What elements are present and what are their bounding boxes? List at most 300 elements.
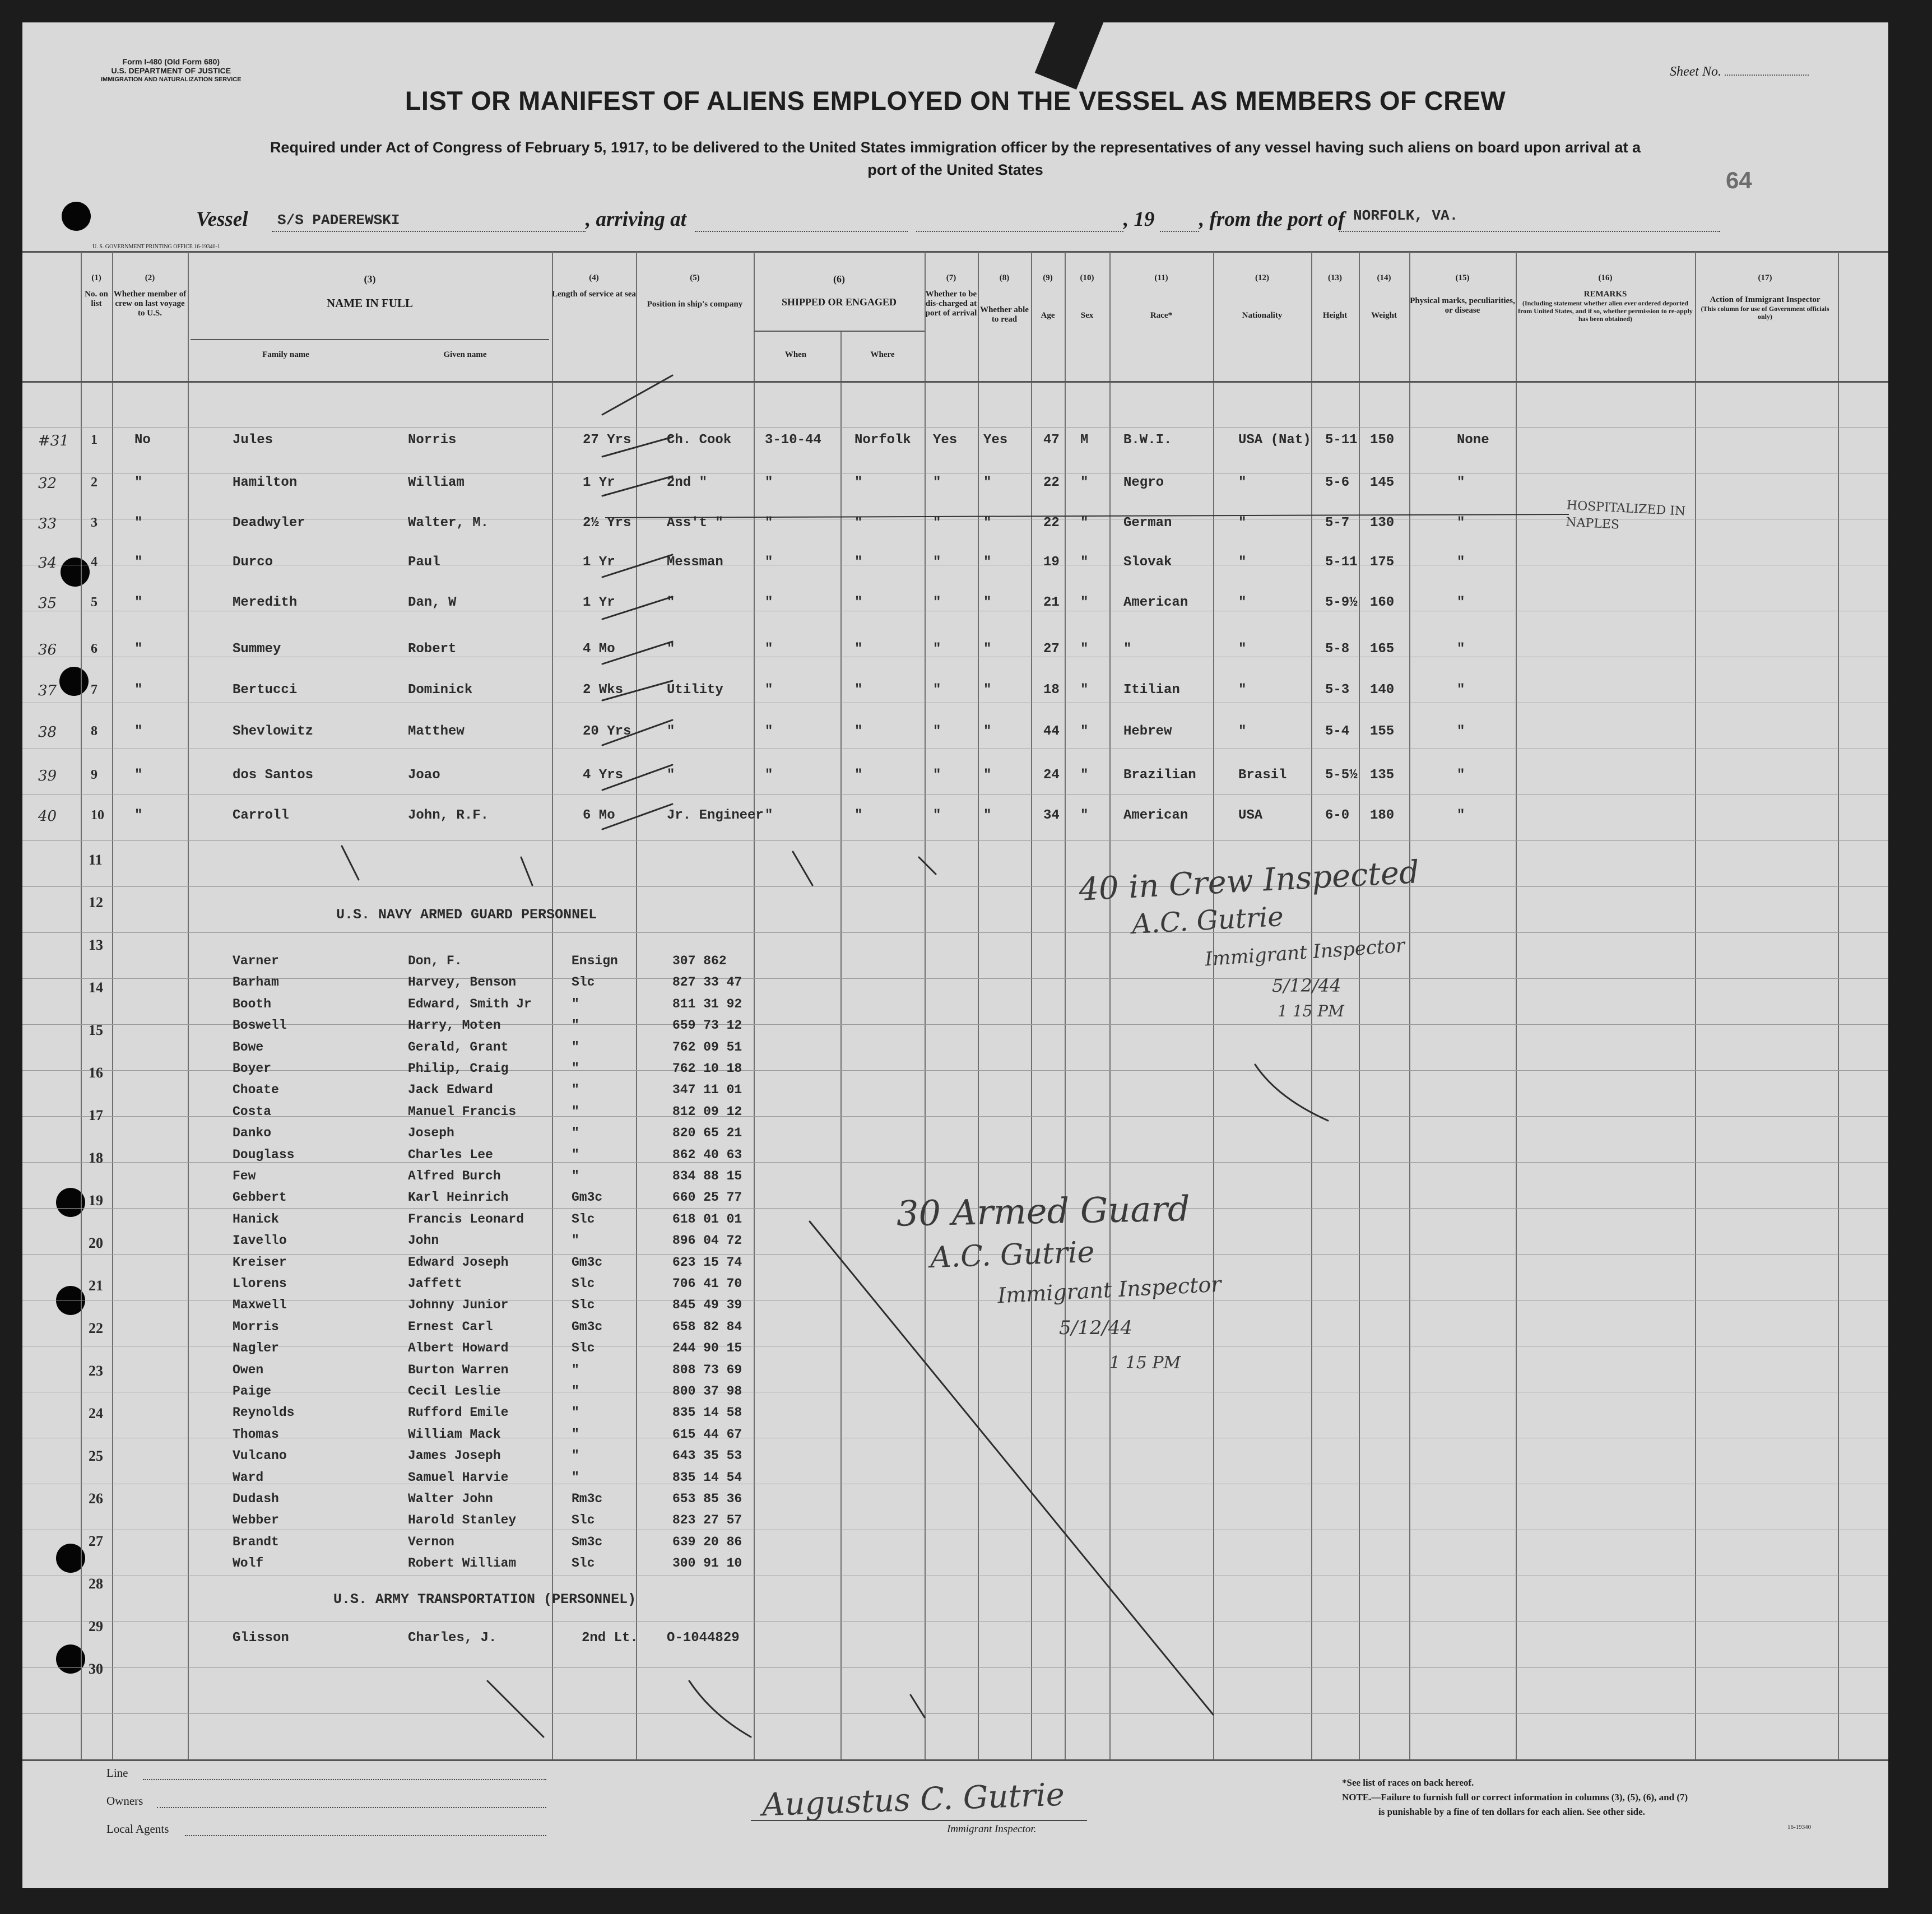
line-number: 18	[89, 1150, 103, 1166]
header-col-3: (3) NAME IN FULL	[326, 273, 413, 310]
navy-service-number: 623 15 74	[672, 1255, 742, 1270]
nationality: "	[1238, 724, 1247, 739]
height: 5-11	[1325, 555, 1358, 570]
line-number: 17	[89, 1107, 103, 1123]
guard-inspector-title: Immigrant Inspector	[997, 1271, 1222, 1308]
sex: "	[1080, 682, 1089, 698]
given-name: Robert	[408, 642, 457, 657]
line-number: 26	[89, 1490, 103, 1507]
page-title: LIST OR MANIFEST OF ALIENS EMPLOYED ON THE VESSEL AS MEMBERS OF CREW	[405, 86, 1506, 115]
given-name: Joao	[408, 768, 440, 783]
navy-given-name: Vernon	[408, 1535, 454, 1549]
age: 47	[1043, 433, 1060, 448]
navy-service-number: 615 44 67	[672, 1427, 742, 1442]
navy-rate: "	[572, 1470, 579, 1485]
row-number: 10	[91, 808, 104, 823]
owners-label: Owners	[106, 1794, 143, 1808]
navy-given-name: Cecil Leslie	[408, 1384, 501, 1399]
shipped-when: "	[765, 515, 773, 531]
navy-family-name: Wolf	[233, 1556, 264, 1571]
subtitle-line-1: Required under Act of Congress of February 5, 1917, to be delivered to the United States immigration officer by the representatives of any vessel having such aliens on board upon arrival at a	[270, 139, 1641, 156]
navy-given-name: Francis Leonard	[408, 1212, 524, 1227]
shipped-where: "	[854, 642, 863, 657]
able-to-read: "	[983, 808, 992, 823]
weight: 150	[1370, 433, 1395, 448]
header-col-12: (12) Nationality	[1242, 273, 1283, 320]
navy-given-name: Manuel Francis	[408, 1104, 517, 1119]
able-to-read: "	[983, 515, 992, 531]
navy-rate: "	[572, 1448, 579, 1463]
height: 5-8	[1325, 642, 1350, 657]
local-agents-label: Local Agents	[106, 1822, 169, 1836]
race: German	[1123, 515, 1172, 531]
line-number: 22	[89, 1320, 103, 1336]
tick-mark	[602, 642, 672, 664]
line-label: Line	[106, 1766, 128, 1780]
position: Ch. Cook	[667, 433, 732, 448]
navy-given-name: Albert Howard	[408, 1341, 509, 1355]
shipped-where: "	[854, 475, 863, 490]
nationality: "	[1238, 595, 1247, 610]
tick-mark	[602, 720, 672, 745]
navy-family-name: Boyer	[233, 1061, 272, 1076]
failure-note-2: is punishable by a fine of ten dollars for each alien. See other side.	[1378, 1806, 1645, 1817]
navy-family-name: Boswell	[233, 1018, 287, 1033]
crew-member-flag: "	[134, 475, 143, 490]
navy-given-name: Philip, Craig	[408, 1061, 509, 1076]
age: 34	[1043, 808, 1060, 823]
header-col-17: (17) Action of Immigrant Inspector (This column for use of Government officials only)	[1701, 273, 1829, 320]
pencil-stroke	[1255, 1065, 1328, 1121]
tick-mark	[602, 804, 672, 829]
army-service-number: O-1044829	[667, 1630, 740, 1646]
navy-rate: Rm3c	[572, 1492, 603, 1506]
shipped-where: Norfolk	[854, 433, 911, 448]
race: American	[1123, 595, 1188, 610]
crew-inspection-time: 1 15 PM	[1278, 1002, 1344, 1020]
shipped-when: "	[765, 555, 773, 570]
navy-service-number: 659 73 12	[672, 1018, 742, 1033]
sex: "	[1080, 642, 1089, 657]
row-number: 4	[91, 555, 97, 569]
given-name: Dominick	[408, 682, 473, 698]
navy-service-number: 706 41 70	[672, 1276, 742, 1291]
department: U.S. DEPARTMENT OF JUSTICE	[111, 66, 231, 75]
shipped-when: 3-10-44	[765, 433, 821, 448]
line-number: 30	[89, 1661, 103, 1677]
able-to-read: "	[983, 475, 992, 490]
guard-inspection-time: 1 15 PM	[1109, 1353, 1181, 1373]
length-of-service: 6 Mo	[583, 808, 615, 823]
line-number: 23	[89, 1363, 103, 1379]
guard-inspector-signature: A.C. Gutrie	[930, 1235, 1095, 1275]
family-name: Durco	[233, 555, 273, 570]
race: Negro	[1123, 475, 1164, 490]
height: 5-7	[1325, 515, 1350, 531]
shipped-where: "	[854, 768, 863, 783]
navy-rate: "	[572, 1233, 579, 1248]
row-number: 2	[91, 475, 97, 490]
able-to-read: Yes	[983, 433, 1008, 448]
navy-family-name: Choate	[233, 1083, 279, 1097]
line-number: 12	[89, 894, 103, 910]
row-number: 1	[91, 433, 97, 447]
crew-member-flag: "	[134, 555, 143, 570]
nationality: "	[1238, 642, 1247, 657]
navy-rate: "	[572, 1104, 579, 1119]
given-name: William	[408, 475, 465, 490]
navy-service-number: 834 88 15	[672, 1169, 742, 1183]
tick-mark	[602, 681, 672, 700]
family-name: Carroll	[233, 808, 289, 823]
navy-service-number: 762 09 51	[672, 1040, 742, 1054]
discharged: "	[933, 475, 941, 490]
physical-marks: "	[1457, 768, 1465, 783]
header-col-7: (7) Whether to be dis-charged at port of arrival	[925, 273, 977, 318]
navy-service-number: 347 11 01	[672, 1083, 742, 1097]
navy-service-number: 823 27 57	[672, 1513, 742, 1527]
army-heading: U.S. ARMY TRANSPORTATION (PERSONNEL)	[333, 1591, 637, 1608]
age: 44	[1043, 724, 1060, 739]
navy-rate: Slc	[572, 1212, 595, 1227]
crew-member-flag: "	[134, 682, 143, 698]
family-name: Shevlowitz	[233, 724, 314, 739]
navy-service-number: 300 91 10	[672, 1556, 742, 1571]
race: B.W.I.	[1123, 433, 1172, 448]
shipped-where: "	[854, 595, 863, 610]
physical-marks: "	[1457, 642, 1465, 657]
navy-service-number: 618 01 01	[672, 1212, 742, 1227]
navy-rate: Gm3c	[572, 1190, 603, 1205]
army-given-name: Charles, J.	[408, 1630, 497, 1646]
navy-service-number: 835 14 58	[672, 1405, 742, 1420]
tick-mark	[602, 375, 672, 415]
physical-marks: "	[1457, 724, 1465, 739]
crew-member-flag: No	[134, 433, 151, 448]
position: Utility	[667, 682, 723, 698]
height: 5-6	[1325, 475, 1350, 490]
navy-family-name: Llorens	[233, 1276, 287, 1291]
family-name: dos Santos	[233, 768, 314, 783]
nationality: USA	[1238, 808, 1263, 823]
sex: "	[1080, 475, 1089, 490]
navy-family-name: Nagler	[233, 1341, 279, 1355]
inspector-label: Immigrant Inspector.	[947, 1823, 1037, 1835]
form-number: Form I-480 (Old Form 680)	[122, 57, 220, 66]
weight: 180	[1370, 808, 1395, 823]
family-name: Deadwyler	[233, 515, 305, 531]
service: IMMIGRATION AND NATURALIZATION SERVICE	[101, 76, 242, 83]
navy-service-number: 820 65 21	[672, 1126, 742, 1140]
inspector-signature: Augustus C. Gutrie	[761, 1776, 1065, 1824]
navy-family-name: Brandt	[233, 1535, 279, 1549]
age: 18	[1043, 682, 1060, 698]
navy-rate: Gm3c	[572, 1255, 603, 1270]
navy-given-name: Ernest Carl	[408, 1320, 493, 1334]
nationality: "	[1238, 475, 1247, 490]
navy-service-number: 808 73 69	[672, 1363, 742, 1377]
nationality: "	[1238, 682, 1247, 698]
given-name: Paul	[408, 555, 440, 570]
header-col-16: (16) REMARKS (Including statement whether alien ever ordered deported from United States, and if so, whether permission to re-apply has been obtained)	[1518, 273, 1693, 323]
navy-family-name: Paige	[233, 1384, 272, 1399]
header-col-4: (4) Length of service at sea	[552, 273, 636, 299]
race: Itilian	[1123, 682, 1180, 698]
shipped-when: "	[765, 768, 773, 783]
length-of-service: 4 Yrs	[583, 768, 624, 783]
navy-given-name: Robert William	[408, 1556, 517, 1571]
discharged: "	[933, 555, 941, 570]
navy-given-name: Alfred Burch	[408, 1169, 501, 1183]
navy-family-name: Morris	[233, 1320, 279, 1334]
tick-mark	[602, 476, 672, 496]
sex: "	[1080, 768, 1089, 783]
navy-given-name: Harvey, Benson	[408, 975, 517, 989]
race: Slovak	[1123, 555, 1172, 570]
nationality: "	[1238, 515, 1247, 531]
margin-number: 38	[38, 724, 57, 741]
navy-given-name: Jack Edward	[408, 1083, 493, 1097]
length-of-service: 2½ Yrs	[583, 515, 631, 531]
shipped-when: "	[765, 808, 773, 823]
tick-mark	[602, 597, 672, 619]
navy-given-name: Edward Joseph	[408, 1255, 509, 1270]
navy-given-name: Karl Heinrich	[408, 1190, 509, 1205]
navy-family-name: Barham	[233, 975, 279, 989]
crew-count-note: 40 in Crew Inspected	[1078, 854, 1420, 908]
length-of-service: 4 Mo	[583, 642, 615, 657]
diagonal-strike	[810, 1221, 1213, 1715]
race: American	[1123, 808, 1188, 823]
navy-service-number: 835 14 54	[672, 1470, 742, 1485]
position: "	[667, 768, 675, 783]
navy-rate: "	[572, 1427, 579, 1442]
navy-rate: "	[572, 1405, 579, 1420]
header-col-11: (11) Race*	[1150, 273, 1173, 320]
position: "	[667, 642, 675, 657]
navy-family-name: Douglass	[233, 1148, 295, 1162]
margin-number: 37	[38, 682, 57, 699]
length-of-service: 1 Yr	[583, 555, 615, 570]
navy-rate: "	[572, 1169, 579, 1183]
line-number: 19	[89, 1192, 103, 1209]
physical-marks: None	[1457, 433, 1489, 448]
margin-number: 35	[38, 595, 57, 612]
navy-service-number: 896 04 72	[672, 1233, 742, 1248]
navy-given-name: Joseph	[408, 1126, 454, 1140]
vessel-name: S/S PADEREWSKI	[277, 212, 400, 229]
weight: 160	[1370, 595, 1395, 610]
given-name: Norris	[408, 433, 457, 448]
navy-rate: Sm3c	[572, 1535, 603, 1549]
page-number: 64	[1726, 167, 1752, 193]
navy-family-name: Ward	[233, 1470, 264, 1485]
tick-mark	[602, 437, 672, 457]
crew-member-flag: "	[134, 808, 143, 823]
navy-given-name: Walter John	[408, 1492, 493, 1506]
given-name: John, R.F.	[408, 808, 489, 823]
position: Jr. Engineer	[667, 808, 764, 823]
age: 22	[1043, 515, 1060, 531]
navy-family-name: Owen	[233, 1363, 264, 1377]
navy-service-number: 800 37 98	[672, 1384, 742, 1399]
navy-rate: "	[572, 1148, 579, 1162]
row-number: 5	[91, 595, 97, 610]
navy-given-name: Samuel Harvie	[408, 1470, 509, 1485]
position: Ass't "	[667, 515, 723, 531]
position: "	[667, 724, 675, 739]
navy-service-number: 862 40 63	[672, 1148, 742, 1162]
tick-mark	[689, 1681, 751, 1737]
navy-family-name: Kreiser	[233, 1255, 287, 1270]
navy-rate: "	[572, 997, 579, 1011]
crew-inspector-signature: A.C. Gutrie	[1131, 900, 1284, 941]
weight: 165	[1370, 642, 1395, 657]
weight: 135	[1370, 768, 1395, 783]
navy-rate: "	[572, 1126, 579, 1140]
margin-number: 33	[38, 515, 57, 532]
navy-family-name: Reynolds	[233, 1405, 295, 1420]
navy-family-name: Hanick	[233, 1212, 279, 1227]
able-to-read: "	[983, 724, 992, 739]
navy-rate: "	[572, 1083, 579, 1097]
margin-number: 34	[38, 555, 57, 572]
tick-mark	[919, 857, 936, 874]
margin-number: 39	[38, 768, 57, 784]
hospitalized-note: HOSPITALIZED IN NAPLES	[1565, 498, 1686, 532]
arriving-label: , arriving at	[586, 208, 686, 231]
navy-given-name: Burton Warren	[408, 1363, 509, 1377]
navy-given-name: Gerald, Grant	[408, 1040, 509, 1054]
tick-mark	[342, 846, 359, 880]
navy-rate: "	[572, 1363, 579, 1377]
shipped-when: "	[765, 682, 773, 698]
subtitle-line-2: port of the United States	[867, 161, 1043, 178]
family-name: Hamilton	[233, 475, 298, 490]
length-of-service: 27 Yrs	[583, 433, 631, 448]
shipped-when: "	[765, 724, 773, 739]
age: 27	[1043, 642, 1060, 657]
line-number: 16	[89, 1065, 103, 1081]
length-of-service: 20 Yrs	[583, 724, 631, 739]
navy-service-number: 762 10 18	[672, 1061, 742, 1076]
line-number: 11	[89, 852, 103, 868]
line-number: 15	[89, 1022, 103, 1038]
navy-given-name: Johnny Junior	[408, 1298, 509, 1312]
length-of-service: 2 Wks	[583, 682, 624, 698]
age: 21	[1043, 595, 1060, 610]
army-rate: 2nd Lt.	[582, 1630, 638, 1646]
height: 5-9½	[1325, 595, 1358, 610]
navy-rate: Slc	[572, 1513, 595, 1527]
line-number: 14	[89, 979, 103, 996]
agents-underline	[185, 1835, 546, 1836]
navy-given-name: Rufford Emile	[408, 1405, 509, 1420]
discharged: "	[933, 724, 941, 739]
tick-mark	[602, 555, 672, 577]
physical-marks: "	[1457, 555, 1465, 570]
margin-number: 32	[38, 475, 57, 492]
navy-rate: Gm3c	[572, 1320, 603, 1334]
sheet-no-label: Sheet No.	[1670, 64, 1809, 80]
navy-family-name: Vulcano	[233, 1448, 287, 1463]
manifest-sheet	[22, 22, 1888, 1888]
margin-number: 40	[38, 808, 57, 825]
sex: "	[1080, 595, 1089, 610]
family-name: Meredith	[233, 595, 298, 610]
navy-given-name: James Joseph	[408, 1448, 501, 1463]
navy-service-number: 643 35 53	[672, 1448, 742, 1463]
form-code: 16-19340	[1787, 1824, 1812, 1831]
discharged: "	[933, 808, 941, 823]
tick-mark	[602, 765, 672, 790]
discharged: "	[933, 682, 941, 698]
navy-rate: Slc	[572, 1276, 595, 1291]
able-to-read: "	[983, 555, 992, 570]
guard-count-note: 30 Armed Guard	[896, 1188, 1191, 1234]
shipped-where: "	[854, 682, 863, 698]
navy-rate: Slc	[572, 975, 595, 989]
header-given-name: Given name	[443, 350, 487, 359]
navy-family-name: Thomas	[233, 1427, 279, 1442]
navy-rate: "	[572, 1040, 579, 1054]
navy-family-name: Danko	[233, 1126, 272, 1140]
discharged: "	[933, 595, 941, 610]
position: "	[667, 595, 675, 610]
navy-family-name: Costa	[233, 1104, 272, 1119]
nationality: Brasil	[1238, 768, 1287, 783]
able-to-read: "	[983, 768, 992, 783]
crew-member-flag: "	[134, 595, 143, 610]
age: 22	[1043, 475, 1060, 490]
physical-marks: "	[1457, 808, 1465, 823]
navy-given-name: Edward, Smith Jr	[408, 997, 532, 1011]
navy-family-name: Dudash	[233, 1492, 279, 1506]
position: Messman	[667, 555, 723, 570]
height: 5-11	[1325, 433, 1358, 448]
line-number: 25	[89, 1448, 103, 1464]
header-col-6: (6) SHIPPED OR ENGAGED	[781, 273, 897, 308]
navy-given-name: Harry, Moten	[408, 1018, 501, 1033]
discharged: Yes	[933, 433, 958, 448]
navy-family-name: Maxwell	[233, 1298, 287, 1312]
crew-inspector-title: Immigrant Inspector	[1204, 934, 1406, 971]
margin-number: #31	[38, 433, 69, 449]
header-where: Where	[870, 350, 895, 359]
navy-given-name: Charles Lee	[408, 1148, 493, 1162]
tick-mark	[911, 1695, 925, 1717]
line-number: 13	[89, 937, 103, 953]
table-bottom-rule	[22, 1759, 1888, 1761]
header-col-8: (8) Whether able to read	[980, 273, 1029, 324]
line-number: 29	[89, 1618, 103, 1634]
navy-family-name: Iavello	[233, 1233, 287, 1248]
able-to-read: "	[983, 642, 992, 657]
line-number: 21	[89, 1277, 103, 1294]
line-underline	[143, 1779, 546, 1780]
sex: M	[1080, 433, 1089, 448]
year-label: , 19	[1123, 208, 1155, 231]
signature-line	[751, 1820, 1087, 1821]
height: 5-3	[1325, 682, 1350, 698]
sex: "	[1080, 515, 1089, 531]
navy-service-number: 639 20 86	[672, 1535, 742, 1549]
shipped-where: "	[854, 515, 863, 531]
header-col-1: (1) No. on list	[85, 273, 108, 308]
navy-service-number: 307 862	[672, 954, 727, 968]
tick-mark	[521, 857, 532, 885]
army-family-name: Glisson	[233, 1630, 289, 1646]
